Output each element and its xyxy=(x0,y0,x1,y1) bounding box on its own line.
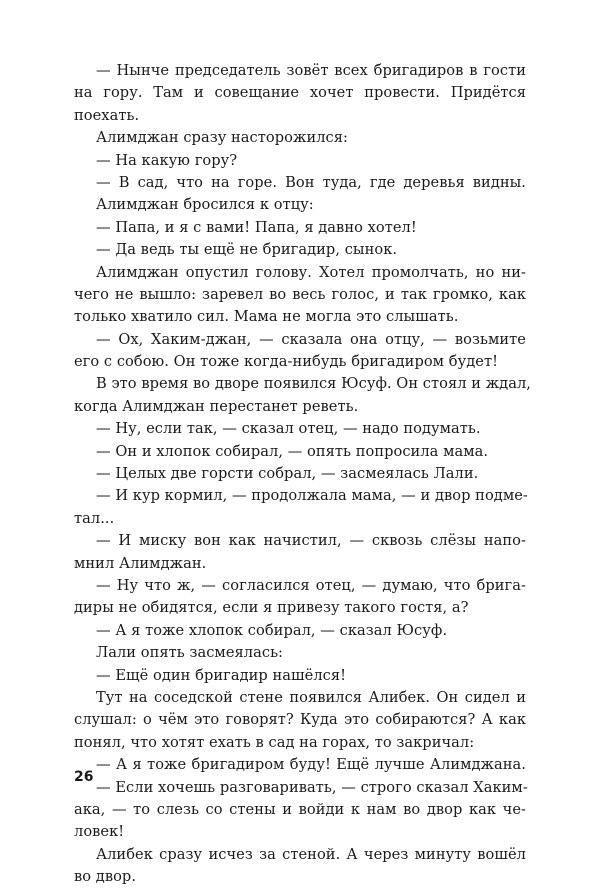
text-line: Алимджан сразу насторожился: xyxy=(96,129,348,147)
text-line: В это время во дворе появился Юсуф. Он стоял и ждал, xyxy=(96,375,531,393)
text-line: понял, что хотят ехать в сад на горах, то закричал: xyxy=(74,733,475,751)
text-line: во двор. xyxy=(74,868,137,886)
text-line: поехать. xyxy=(74,106,140,124)
text-line: Лали опять засмеялась: xyxy=(96,644,284,662)
text-line: Тут на соседской стене появился Алибек. Он сидел и xyxy=(96,688,526,706)
text-line: диры не обидятся, если я привезу такого гостя, а? xyxy=(74,599,469,617)
text-line: Алибек сразу исчез за стеной. А через минуту вошёл xyxy=(96,845,526,863)
text-line: ака, — то слезь со стены и войди к нам во двор как че- xyxy=(74,800,526,818)
text-line: — Да ведь ты ещё не бригадир, сынок. xyxy=(96,241,398,259)
text-line: на гору. Там и совещание хочет провести. Придётся xyxy=(74,84,526,102)
text-line: — И миску вон как начистил, — сквозь слёзы напо- xyxy=(96,532,526,550)
text-line: — На какую гору? xyxy=(96,151,238,169)
text-line: — Ох, Хаким-джан, — сказала она отцу, — возьмите xyxy=(96,330,526,348)
page-number: 26 xyxy=(74,769,94,785)
text-line: — Целых две горсти собрал, — засмеялась Лали. xyxy=(96,465,479,483)
text-line: Алимджан опустил голову. Хотел промолчать, но ни- xyxy=(96,263,526,281)
text-line: — Ну, если так, — сказал отец, — надо подумать. xyxy=(96,420,481,438)
text-line: слушал: о чём это говорят? Куда это собираются? А как xyxy=(74,711,526,729)
text-line: — А я тоже бригадиром буду! Ещё лучше Алимджана. xyxy=(96,756,526,774)
text-page xyxy=(74,60,531,888)
text-line: чего не вышло: заревел во весь голос, и так громко, как xyxy=(74,285,526,303)
text-line: — Он и хлопок собирал, — опять попросила мама. xyxy=(96,442,489,460)
text-line: мнил Алимджан. xyxy=(74,554,207,572)
text-line: — Нынче председатель зовёт всех бригадиров в гости xyxy=(96,62,526,79)
text-line: — Если хочешь разговаривать, — строго сказал Хаким- xyxy=(96,778,528,796)
text-line: Алимджан бросился к отцу: xyxy=(96,196,314,214)
text-line: — Папа, и я с вами! Папа, я давно хотел! xyxy=(96,218,417,236)
text-line: только хватило сил. Мама не могла это слышать. xyxy=(74,308,459,326)
text-line: его с собою. Он тоже когда-нибудь бригадиром будет! xyxy=(74,353,499,371)
text-line: — И кур кормил, — продолжала мама, — и двор подме- xyxy=(96,487,528,505)
text-line: — В сад, что на горе. Вон туда, где деревья видны. xyxy=(96,173,526,191)
text-line: ловек! xyxy=(74,823,125,841)
text-line: — Ещё один бригадир нашёлся! xyxy=(96,666,347,684)
text-line: — А я тоже хлопок собирал, — сказал Юсуф. xyxy=(96,621,448,639)
text-line: тал... xyxy=(74,509,115,527)
text-line: — Ну что ж, — согласился отец, — думаю, что брига- xyxy=(96,576,526,594)
text-line: когда Алимджан перестанет реветь. xyxy=(74,397,359,415)
